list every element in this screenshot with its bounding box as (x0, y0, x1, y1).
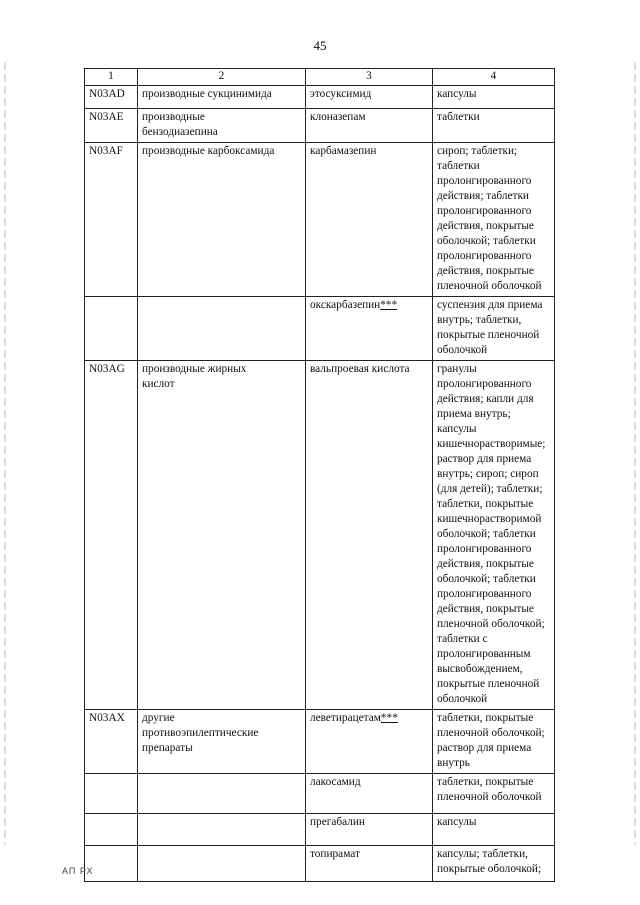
drug-cell (306, 109, 433, 143)
atc-code-cell: N03AD (85, 86, 138, 109)
atc-code-cell: N03AG (85, 361, 138, 710)
drug-name: вальпроевая кислота (310, 363, 410, 375)
atc-code-cell (85, 846, 138, 882)
group-cell (138, 774, 306, 814)
column-header-1: 1 (85, 69, 138, 86)
group-cell: производные жирных кислот (138, 361, 306, 710)
forms-cell: капсулы (433, 814, 555, 846)
drug-cell (306, 710, 433, 774)
drug-cell (306, 143, 433, 297)
table-row (85, 143, 555, 297)
atc-code-cell (85, 297, 138, 361)
drug-name: леветирацетам (310, 712, 381, 724)
drug-cell (306, 814, 433, 846)
table-row (85, 86, 555, 109)
group-cell: другие противоэпилептические препараты (138, 710, 306, 774)
table-row (85, 361, 555, 710)
group-cell (138, 846, 306, 882)
drug-mark: *** (380, 299, 398, 311)
atc-code-cell: N03AX (85, 710, 138, 774)
group-cell: производные сукцинимида (138, 86, 306, 109)
footer-code: АП РХ (62, 866, 94, 876)
column-header-2: 2 (138, 69, 306, 86)
atc-code-cell: N03AF (85, 143, 138, 297)
forms-cell: гранулы пролонгированного действия; капли для приема внутрь; капсулы кишечнорастворимые; раствор для приема внутрь; сироп; сироп (для детей); таблетки; таблетки, покрытые кишечнорастворимой оболочкой; таблетки пролонгированного действия, покрытые оболочкой; таблетки пролонгированного действия, покрытые пленочной оболочкой; таблетки с пролонгированным высвобождением, покрытые пленочной оболочкой (433, 361, 555, 710)
table-row (85, 109, 555, 143)
drug-name: топирамат (310, 848, 360, 860)
table-row (85, 710, 555, 774)
group-cell: производные карбоксамида (138, 143, 306, 297)
left-scan-dots (4, 60, 6, 845)
drug-cell (306, 774, 433, 814)
drug-table (84, 68, 555, 882)
drug-name: окскарбазепин (310, 299, 381, 311)
forms-cell: капсулы (433, 86, 555, 109)
right-scan-dots (634, 60, 636, 845)
drug-name: клоназепам (310, 111, 366, 123)
forms-cell: сироп; таблетки; таблетки пролонгированного действия; таблетки пролонгированного действия, покрытые оболочкой; таблетки пролонгированного действия, покрытые пленочной оболочкой (433, 143, 555, 297)
group-cell (138, 297, 306, 361)
drug-name: прегабалин (310, 816, 365, 828)
drug-mark: *** (380, 712, 398, 724)
drug-name: этосуксимид (310, 88, 372, 100)
forms-cell: капсулы; таблетки, покрытые оболочкой; (433, 846, 555, 882)
atc-code-cell: N03AE (85, 109, 138, 143)
drug-name: лакосамид (310, 776, 361, 788)
column-header-4: 4 (433, 69, 555, 86)
table-row (85, 297, 555, 361)
atc-code-cell (85, 774, 138, 814)
table-row (85, 846, 555, 882)
drug-cell (306, 86, 433, 109)
table-row (85, 814, 555, 846)
group-cell: производные бензодиазепина (138, 109, 306, 143)
atc-code-cell (85, 814, 138, 846)
drug-name: карбамазепин (310, 145, 377, 157)
column-header-3: 3 (306, 69, 433, 86)
forms-cell: таблетки (433, 109, 555, 143)
drug-cell (306, 361, 433, 710)
forms-cell: суспензия для приема внутрь; таблетки, покрытые пленочной оболочкой (433, 297, 555, 361)
table-header-row (85, 69, 555, 86)
table-row (85, 774, 555, 814)
group-cell (138, 814, 306, 846)
forms-cell: таблетки, покрытые пленочной оболочкой; раствор для приема внутрь (433, 710, 555, 774)
drug-cell (306, 846, 433, 882)
drug-cell (306, 297, 433, 361)
page-number: 45 (313, 38, 327, 53)
forms-cell: таблетки, покрытые пленочной оболочкой (433, 774, 555, 814)
